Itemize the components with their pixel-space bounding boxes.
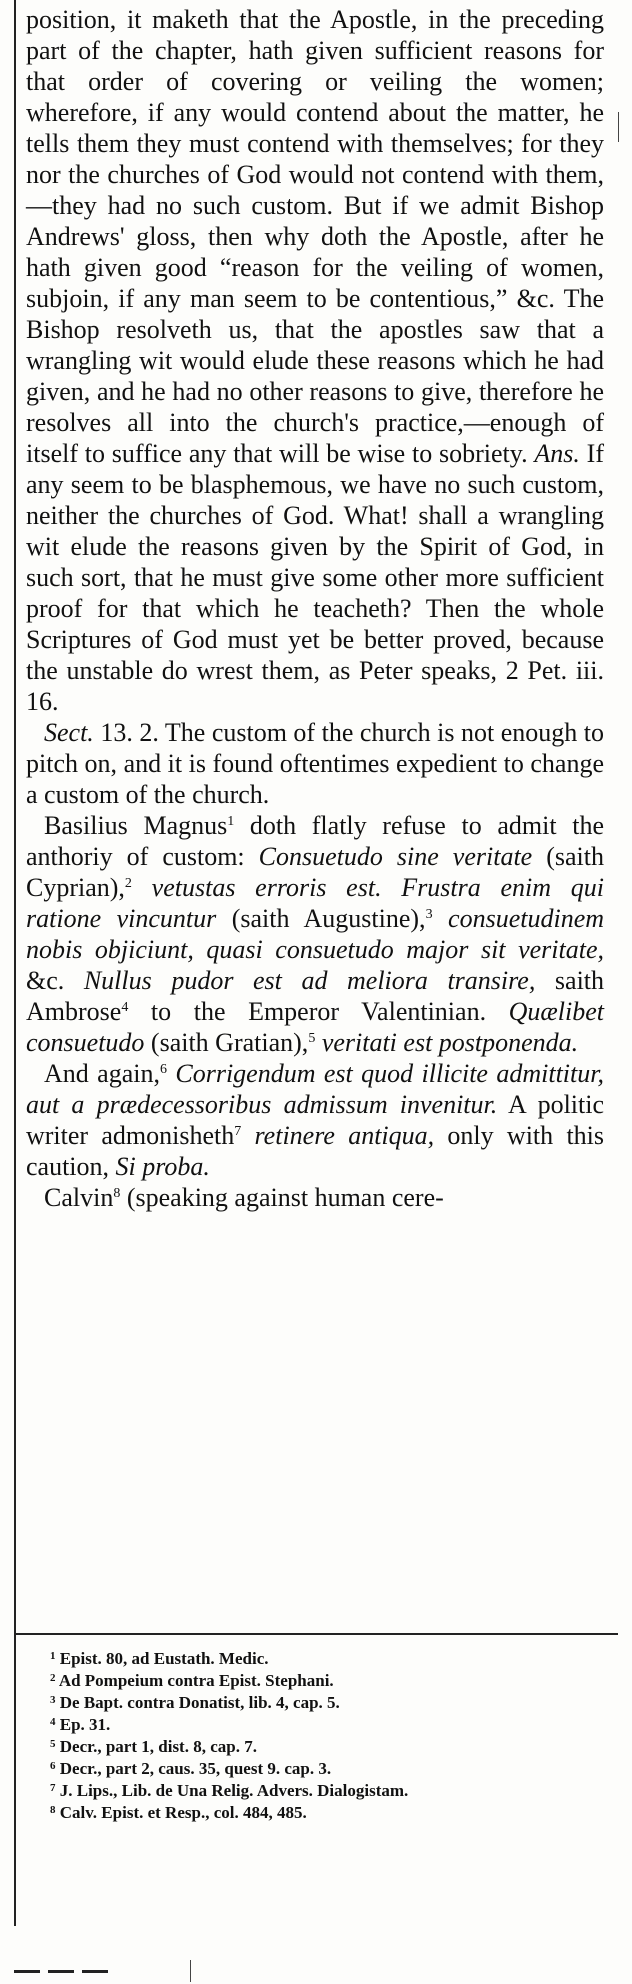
footnote-text: Calv. Epist. et Resp., col. 484, 485. (59, 1803, 307, 1822)
footnote-number: 3 (50, 1694, 56, 1706)
footnote (26, 1714, 604, 1736)
left-margin-rule (14, 0, 16, 1926)
text-run: (saith Gratian), (144, 1028, 309, 1057)
bottom-dash (14, 1970, 40, 1973)
italic-text: consuetudinem nobis objiciunt, quasi consuetudo major sit veritate, (26, 904, 605, 964)
footnote-number: 2 (50, 1672, 56, 1684)
footnote-ref: 3 (425, 907, 433, 922)
right-margin-mark (618, 112, 619, 142)
footnote (26, 1802, 604, 1824)
footnote-text: J. Lips., Lib. de Una Relig. Advers. Dialogistam. (59, 1781, 409, 1800)
footnote-number: 6 (50, 1760, 56, 1772)
footnote-text: Decr., part 1, dist. 8, cap. 7. (59, 1737, 257, 1756)
footnote-text: De Bapt. contra Donatist, lib. 4, cap. 5. (59, 1693, 340, 1712)
footnote-number: 7 (50, 1782, 56, 1794)
text-run: And again, (44, 1059, 160, 1088)
footnote-text: Decr., part 2, caus. 35, quest 9. cap. 3. (59, 1759, 332, 1778)
footnote-ref: 7 (234, 1124, 242, 1139)
text-run: Basilius Magnus (44, 811, 228, 840)
italic-text: Sect. (44, 718, 94, 747)
italic-text: Nullus pudor est ad meliora transire, (83, 966, 536, 995)
italic-text: Si proba. (115, 1152, 210, 1181)
footnote (26, 1780, 604, 1802)
footnote-ref: 6 (159, 1062, 167, 1077)
bottom-tick (190, 1960, 191, 1982)
footnote-text: Epist. 80, ad Eustath. Medic. (59, 1649, 269, 1668)
text-run: 13. 2. The custom of the church is not enough to pitch on, and it is found oftentimes expedient to change a custom of the church. (26, 718, 604, 809)
text-run: (saith Augustine), (216, 904, 426, 933)
footnote-ref: 8 (113, 1186, 121, 1201)
text-run: to the Emperor Valentinian. (128, 997, 509, 1026)
footnote-text: Ad Pompeium contra Epist. Stephani. (58, 1671, 334, 1690)
footnote-number: 4 (50, 1716, 56, 1728)
text-run: doth flatly refuse to admit the anthoriy of custom: (26, 811, 604, 871)
footnote-ref: 5 (308, 1031, 316, 1046)
italic-text: vetustas erroris est. Frustra enim qui ratione vincuntur (26, 873, 605, 933)
footnote (26, 1692, 604, 1714)
footnote (26, 1648, 604, 1670)
footnote-ref: 1 (227, 814, 235, 829)
bottom-dash (82, 1970, 108, 1973)
paragraph (26, 810, 604, 1058)
text-run: &c. (26, 966, 84, 995)
text-run: saith Ambrose (26, 966, 605, 1026)
paragraph (26, 4, 604, 717)
footnote-number: 8 (50, 1804, 56, 1816)
footnotes (26, 1648, 604, 1824)
footnote (26, 1758, 604, 1780)
paragraph (26, 717, 604, 810)
text-run: If any seem to be blasphemous, we have no such custom, neither the churches of God. What! shall a wrangling wit elude the reasons given by the Spirit of God, in such sort, that he must give some other more sufficient proof for that which he teacheth? Then the whole Scriptures of God must yet be better proved, because the unstable do wrest them, as Peter speaks, 2 Pet. iii. 16. (26, 439, 604, 716)
footnote-separator (14, 1633, 618, 1635)
text-run: position, it maketh that the Apostle, in the preceding part of the chapter, hath given sufficient reasons for that order of covering or veiling the women; wherefore, if any would contend about the matter, he tells them they must contend with themselves; for they nor the churches of God would not contend with them,—they had no such custom. But if we admit Bishop Andrews' gloss, then why doth the Apostle, after he hath given good “reason for the veiling of women, subjoin, if any man seem to be contentious,” &c. The Bishop resolveth us, that the apostles saw that a wrangling wit would elude these reasons which he had given, and he had no other reasons to give, therefore he resolves all into the church's practice,—enough of itself to suffice any that will be wise to sobriety. (26, 5, 604, 468)
page-bottom-marks (0, 1960, 632, 1984)
italic-text: Quælibet consuetudo (26, 997, 604, 1057)
italic-text: veritati est postponenda. (321, 1028, 579, 1057)
italic-text: Consuetudo sine veritate (258, 842, 533, 871)
text-run: (speaking against human cere- (120, 1183, 444, 1212)
paragraph (26, 1182, 604, 1213)
paragraph (26, 1058, 604, 1182)
footnote-ref: 4 (121, 1000, 129, 1015)
footnote-ref: 2 (124, 876, 132, 891)
text-run: Calvin (44, 1183, 114, 1212)
footnote-number: 5 (50, 1738, 56, 1750)
footnote-text: Ep. 31. (59, 1715, 111, 1734)
text-run: (saith Cyprian), (26, 842, 604, 902)
italic-text: Corrigendum est quod illicite admittitur, aut a prædecessoribus admissum invenitur. (26, 1059, 604, 1119)
text-run: A politic writer admonisheth (26, 1090, 605, 1150)
text-run (433, 904, 448, 933)
text-run (241, 1121, 254, 1150)
text-run (132, 873, 152, 902)
italic-text: retinere antiqua, (254, 1121, 435, 1150)
main-text (26, 4, 604, 1213)
text-run: only with this caution, (26, 1121, 605, 1181)
italic-text: Ans. (534, 439, 580, 468)
bottom-dash (48, 1970, 74, 1973)
footnote (26, 1736, 604, 1758)
footnote-number: 1 (50, 1650, 56, 1662)
footnote (26, 1670, 604, 1692)
